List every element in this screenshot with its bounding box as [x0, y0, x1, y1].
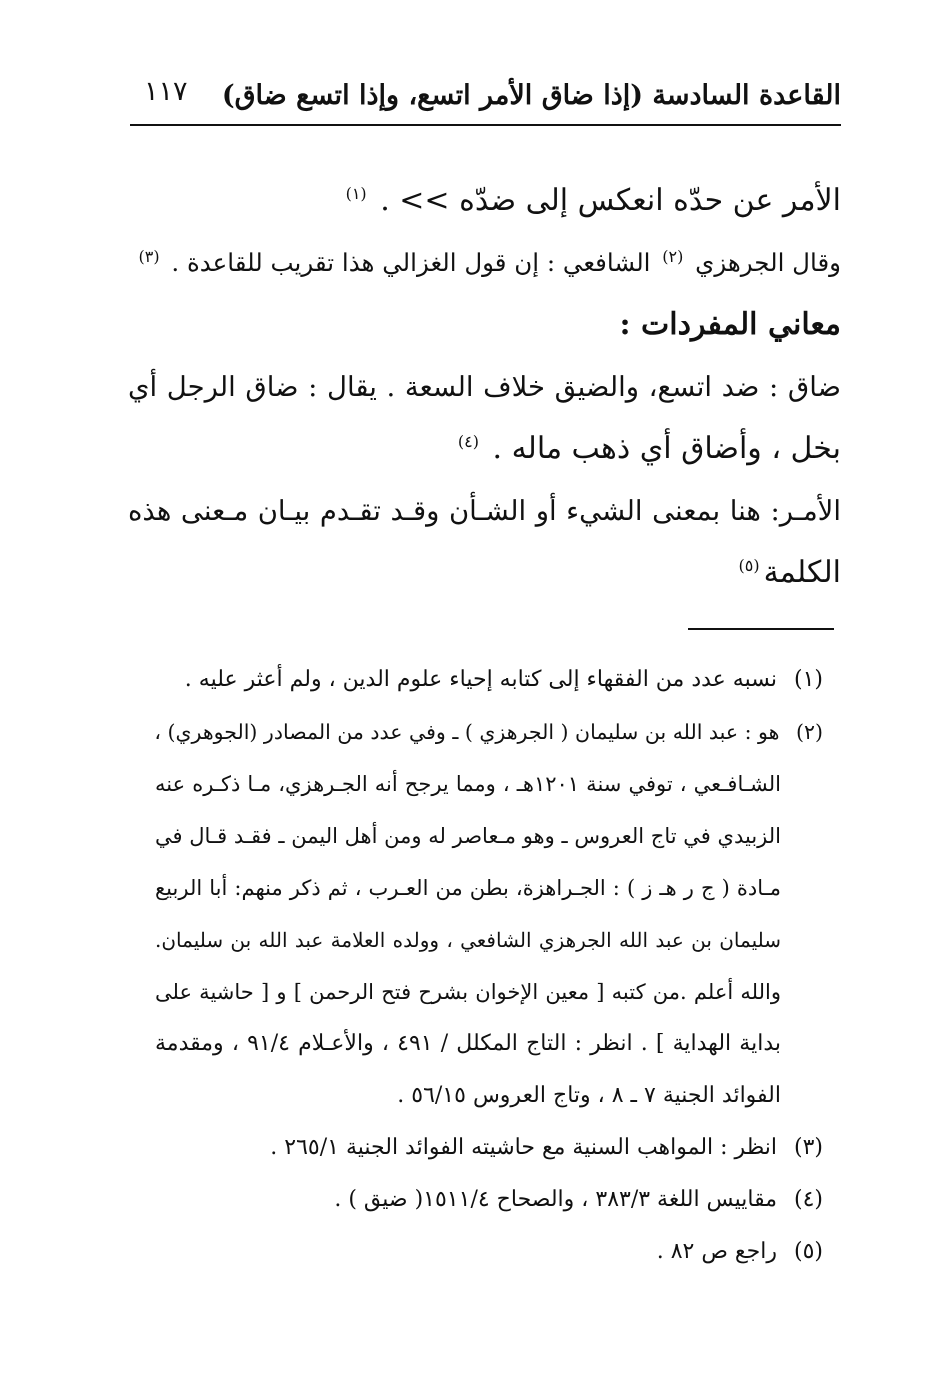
footnote-continuation: بداية الهداية ] . انظر : التاج المكلل / ٤٩١ ، والأعـلام ٩١/٤ ، ومقدمة: [155, 1031, 781, 1056]
line-text: وقال الجرهزي: [695, 248, 841, 277]
footnote-2: [155, 706, 835, 758]
footnote-number: (١): [793, 667, 823, 692]
footnote-marker: (٤): [457, 432, 479, 451]
footnote-3: [155, 1122, 835, 1174]
footnote-5: [155, 1226, 835, 1278]
text-line: [128, 542, 841, 604]
footnote-number: (٤): [793, 1187, 823, 1212]
footnote-text: انظر : المواهب السنية مع حاشيته الفوائد الجنية ٢٦٥/١ .: [270, 1135, 777, 1160]
text-line: [128, 170, 841, 232]
page-header: [130, 74, 841, 122]
footnote-continuation: والله أعلم .من كتبه [ معين الإخوان بشرح فتح الرحمن ] و [ حاشية على: [155, 980, 781, 1004]
footnote-1: [155, 654, 835, 706]
text-line: الأمـر: هنا بمعنى الشيء أو الشـأن وقـد تقـدم بيـان مـعنى هذه: [128, 495, 841, 527]
section-heading: معاني المفردات :: [619, 307, 841, 342]
line-text: الكلمة: [763, 555, 841, 590]
footnote-marker: (٣): [138, 246, 160, 266]
footnote-marker: (١): [345, 184, 367, 203]
text-line: ضاق : ضد اتسع، والضيق خلاف السعة . يقال : ضاق الرجل أي: [128, 371, 841, 403]
footnote-continuation: سليمان بن عبد الله الجرهزي الشافعي ، وولده العلامة عبد الله بن سليمان.: [155, 928, 781, 952]
line-text: الشافعي : إن قول الغزالي هذا تقريب للقاعدة .: [171, 248, 651, 277]
page-number: ١١٧: [144, 76, 188, 107]
footnote-number: (٢): [795, 720, 823, 744]
footnote-marker: (٥): [738, 556, 760, 575]
footnote-number: (٥): [793, 1239, 823, 1264]
main-text: [128, 170, 841, 604]
text-line: [128, 418, 841, 480]
footnote-continuation: الفوائد الجنية ٧ ـ ٨ ، وتاج العروس ٥٦/١٥ .: [397, 1083, 781, 1108]
footnote-text: مقاييس اللغة ٣٨٣/٣ ، والصحاح ١٥١١/٤( ضيق ) .: [334, 1187, 777, 1212]
footnote-4: [155, 1174, 835, 1226]
footnote-continuation: الشـافـعي ، توفي سنة ١٢٠١هـ ، ومما يرجح أنه الجـرهزي، مـا ذكـره عنه: [155, 772, 781, 796]
footnote-separator: [688, 628, 834, 630]
footnotes: [155, 654, 835, 1278]
footnote-marker: (٢): [662, 246, 684, 266]
footnote-continuation: الزبيدي في تاج العروس ـ وهو مـعاصر له ومن أهل اليمن ـ فقـد قـال في: [155, 824, 781, 848]
line-text: بخل ، وأضاق أي ذهب ماله .: [492, 431, 841, 466]
footnote-number: (٣): [793, 1135, 823, 1160]
footnote-continuation: مـادة ( ج ر هـ ز ) : الجـراهزة، بطن من العـرب ، ثم ذكر منهم: أبا الربيع: [155, 876, 781, 900]
footnote-text: نسبه عدد من الفقهاء إلى كتابه إحياء علوم الدين ، ولم أعثر عليه .: [184, 667, 777, 692]
text-line: [128, 232, 841, 294]
header-rule: [130, 124, 841, 126]
line-text: الأمر عن حدّه انعكس إلى ضدّه >> .: [380, 183, 841, 218]
footnote-text: هو : عبد الله بن سليمان ( الجرهزي ) ـ وفي عدد من المصادر (الجوهري) ،: [154, 720, 780, 744]
running-title: القاعدة السادسة (إذا ضاق الأمر اتسع، وإذا اتسع ضاق): [221, 80, 841, 111]
footnote-text: راجع ص ٨٢ .: [656, 1239, 777, 1264]
